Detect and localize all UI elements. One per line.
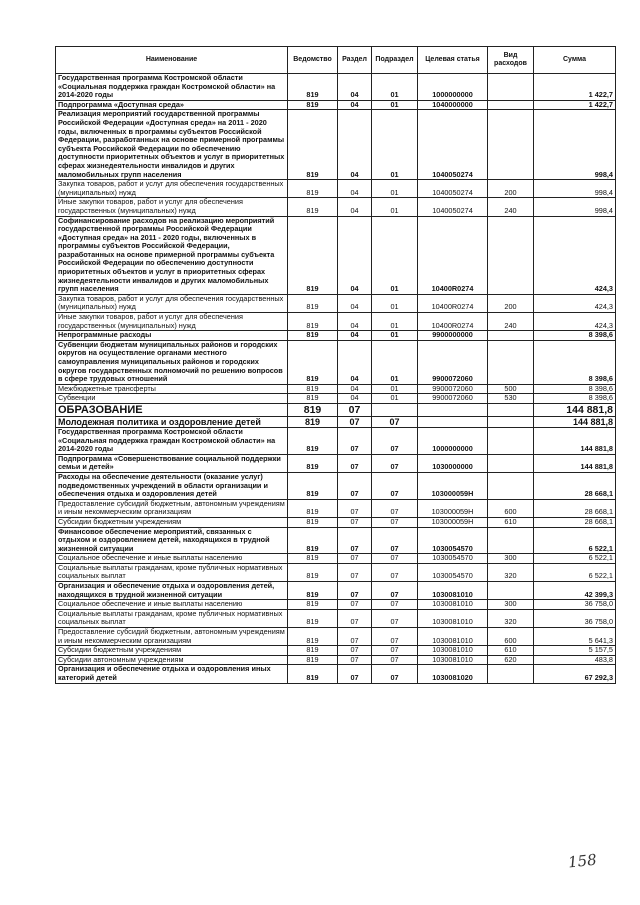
table-row bbox=[56, 384, 616, 394]
cell-expense-type bbox=[488, 74, 534, 101]
cell-expense-type bbox=[488, 454, 534, 472]
cell-name: Субсидии бюджетным учреждениям bbox=[56, 517, 288, 527]
header-sum: Сумма bbox=[534, 47, 616, 74]
cell-department: 819 bbox=[288, 216, 338, 294]
cell-subsection: 01 bbox=[372, 198, 418, 216]
cell-sum: 483,8 bbox=[534, 655, 616, 665]
cell-expense-type: 610 bbox=[488, 646, 534, 656]
table-row bbox=[56, 655, 616, 665]
cell-sum: 424,3 bbox=[534, 294, 616, 312]
cell-expense-type bbox=[488, 340, 534, 384]
cell-section: 07 bbox=[338, 582, 372, 600]
table-row bbox=[56, 180, 616, 198]
cell-name: Расходы на обеспечение деятельности (оказание услуг) подведомственных учреждений в области организации и обеспечения отдыха и оздоровления детей bbox=[56, 472, 288, 499]
cell-subsection: 01 bbox=[372, 180, 418, 198]
cell-subsection: 07 bbox=[372, 527, 418, 554]
cell-subsection bbox=[372, 403, 418, 416]
cell-section: 07 bbox=[338, 554, 372, 564]
cell-sum: 8 398,6 bbox=[534, 340, 616, 384]
table-row bbox=[56, 582, 616, 600]
cell-subsection: 07 bbox=[372, 665, 418, 683]
cell-section: 07 bbox=[338, 454, 372, 472]
cell-section: 04 bbox=[338, 180, 372, 198]
cell-name: ОБРАЗОВАНИЕ bbox=[56, 403, 288, 416]
cell-section: 04 bbox=[338, 216, 372, 294]
cell-name: Финансовое обеспечение мероприятий, связанных с отдыхом и оздоровлением детей, находящихся в трудной жизненной ситуации bbox=[56, 527, 288, 554]
cell-name: Предоставление субсидий бюджетным, автономным учреждениям и иным некоммерческим организациям bbox=[56, 628, 288, 646]
cell-sum: 144 881,8 bbox=[534, 403, 616, 416]
cell-department: 819 bbox=[288, 554, 338, 564]
cell-department: 819 bbox=[288, 454, 338, 472]
cell-department: 819 bbox=[288, 646, 338, 656]
cell-department: 819 bbox=[288, 655, 338, 665]
cell-sum: 998,4 bbox=[534, 198, 616, 216]
table-row bbox=[56, 294, 616, 312]
table-row bbox=[56, 527, 616, 554]
cell-subsection: 07 bbox=[372, 628, 418, 646]
cell-subsection: 07 bbox=[372, 582, 418, 600]
table-row bbox=[56, 472, 616, 499]
header-target: Целевая статья bbox=[418, 47, 488, 74]
cell-sum: 5 157,5 bbox=[534, 646, 616, 656]
table-row bbox=[56, 331, 616, 341]
cell-subsection: 07 bbox=[372, 416, 418, 427]
cell-subsection: 07 bbox=[372, 472, 418, 499]
cell-section: 07 bbox=[338, 665, 372, 683]
cell-target: 1040000000 bbox=[418, 100, 488, 110]
cell-target: 1030081010 bbox=[418, 628, 488, 646]
cell-department: 819 bbox=[288, 198, 338, 216]
cell-expense-type bbox=[488, 582, 534, 600]
cell-name: Субсидии автономным учреждениям bbox=[56, 655, 288, 665]
cell-department: 819 bbox=[288, 563, 338, 581]
cell-expense-type: 200 bbox=[488, 294, 534, 312]
cell-name: Закупка товаров, работ и услуг для обеспечения государственных (муниципальных) нужд bbox=[56, 294, 288, 312]
cell-sum: 144 881,8 bbox=[534, 416, 616, 427]
cell-sum: 36 758,0 bbox=[534, 600, 616, 610]
cell-expense-type: 500 bbox=[488, 384, 534, 394]
cell-section: 04 bbox=[338, 110, 372, 180]
cell-sum: 28 668,1 bbox=[534, 499, 616, 517]
cell-target: 1030054570 bbox=[418, 527, 488, 554]
cell-department: 819 bbox=[288, 110, 338, 180]
cell-subsection: 07 bbox=[372, 499, 418, 517]
cell-department: 819 bbox=[288, 427, 338, 454]
cell-department: 819 bbox=[288, 180, 338, 198]
cell-subsection: 01 bbox=[372, 216, 418, 294]
cell-name: Организация и обеспечение отдыха и оздоровления иных категорий детей bbox=[56, 665, 288, 683]
cell-name: Предоставление субсидий бюджетным, автономным учреждениям и иным некоммерческим организациям bbox=[56, 499, 288, 517]
cell-expense-type: 300 bbox=[488, 600, 534, 610]
table-row bbox=[56, 454, 616, 472]
table-row bbox=[56, 665, 616, 683]
cell-sum: 5 641,3 bbox=[534, 628, 616, 646]
cell-sum: 8 398,6 bbox=[534, 331, 616, 341]
cell-name: Социальное обеспечение и иные выплаты населению bbox=[56, 600, 288, 610]
cell-expense-type: 240 bbox=[488, 313, 534, 331]
cell-department: 819 bbox=[288, 609, 338, 627]
cell-subsection: 01 bbox=[372, 110, 418, 180]
table-row bbox=[56, 340, 616, 384]
cell-target: 9900072060 bbox=[418, 340, 488, 384]
cell-section: 04 bbox=[338, 384, 372, 394]
cell-expense-type bbox=[488, 665, 534, 683]
cell-subsection: 07 bbox=[372, 554, 418, 564]
cell-expense-type: 610 bbox=[488, 517, 534, 527]
cell-expense-type: 300 bbox=[488, 554, 534, 564]
cell-expense-type bbox=[488, 427, 534, 454]
cell-subsection: 07 bbox=[372, 563, 418, 581]
cell-section: 07 bbox=[338, 563, 372, 581]
cell-name: Подпрограмма «Доступная среда» bbox=[56, 100, 288, 110]
cell-target: 103000059Н bbox=[418, 499, 488, 517]
table-row bbox=[56, 517, 616, 527]
cell-subsection: 01 bbox=[372, 340, 418, 384]
cell-sum: 6 522,1 bbox=[534, 563, 616, 581]
cell-section: 07 bbox=[338, 609, 372, 627]
cell-subsection: 07 bbox=[372, 600, 418, 610]
cell-section: 04 bbox=[338, 100, 372, 110]
cell-section: 04 bbox=[338, 198, 372, 216]
cell-expense-type bbox=[488, 472, 534, 499]
table-row bbox=[56, 554, 616, 564]
cell-department: 819 bbox=[288, 313, 338, 331]
cell-department: 819 bbox=[288, 600, 338, 610]
cell-expense-type: 240 bbox=[488, 198, 534, 216]
cell-expense-type bbox=[488, 100, 534, 110]
header-department: Ведомство bbox=[288, 47, 338, 74]
cell-section: 07 bbox=[338, 472, 372, 499]
cell-section: 07 bbox=[338, 646, 372, 656]
cell-department: 819 bbox=[288, 472, 338, 499]
cell-name: Субсидии бюджетным учреждениям bbox=[56, 646, 288, 656]
cell-sum: 1 422,7 bbox=[534, 74, 616, 101]
table-row bbox=[56, 563, 616, 581]
cell-department: 819 bbox=[288, 403, 338, 416]
cell-target: 1030081010 bbox=[418, 582, 488, 600]
cell-subsection: 01 bbox=[372, 394, 418, 404]
cell-subsection: 07 bbox=[372, 427, 418, 454]
cell-target: 1030081020 bbox=[418, 665, 488, 683]
cell-name: Субвенции bbox=[56, 394, 288, 404]
cell-target: 1040050274 bbox=[418, 180, 488, 198]
cell-section: 04 bbox=[338, 394, 372, 404]
cell-name: Субвенции бюджетам муниципальных районов и городских округов на осуществление органами местного самоуправления муниципальных районов и городских округов государственных полномочий по решению вопросов в сфере трудовых отношений bbox=[56, 340, 288, 384]
cell-target: 10400R0274 bbox=[418, 216, 488, 294]
cell-department: 819 bbox=[288, 294, 338, 312]
budget-table bbox=[55, 46, 616, 684]
cell-target: 9900072060 bbox=[418, 394, 488, 404]
cell-section: 04 bbox=[338, 340, 372, 384]
cell-section: 07 bbox=[338, 499, 372, 517]
cell-sum: 28 668,1 bbox=[534, 517, 616, 527]
cell-target: 103000059Н bbox=[418, 517, 488, 527]
cell-sum: 36 758,0 bbox=[534, 609, 616, 627]
table-body bbox=[56, 74, 616, 684]
cell-target: 10400R0274 bbox=[418, 313, 488, 331]
cell-subsection: 07 bbox=[372, 646, 418, 656]
cell-expense-type: 620 bbox=[488, 655, 534, 665]
cell-subsection: 01 bbox=[372, 294, 418, 312]
cell-sum: 144 881,8 bbox=[534, 427, 616, 454]
cell-expense-type: 530 bbox=[488, 394, 534, 404]
cell-sum: 28 668,1 bbox=[534, 472, 616, 499]
cell-subsection: 07 bbox=[372, 454, 418, 472]
table-row bbox=[56, 499, 616, 517]
cell-expense-type: 200 bbox=[488, 180, 534, 198]
cell-name: Социальные выплаты гражданам, кроме публичных нормативных социальных выплат bbox=[56, 563, 288, 581]
cell-sum: 998,4 bbox=[534, 180, 616, 198]
cell-section: 07 bbox=[338, 416, 372, 427]
cell-sum: 6 522,1 bbox=[534, 554, 616, 564]
header-expense-type: Вид расходов bbox=[488, 47, 534, 74]
cell-expense-type bbox=[488, 331, 534, 341]
cell-target: 1040050274 bbox=[418, 198, 488, 216]
cell-section: 07 bbox=[338, 655, 372, 665]
cell-subsection: 07 bbox=[372, 609, 418, 627]
cell-sum: 6 522,1 bbox=[534, 527, 616, 554]
cell-target: 1030081010 bbox=[418, 600, 488, 610]
table-row bbox=[56, 427, 616, 454]
cell-target: 1030000000 bbox=[418, 454, 488, 472]
cell-section: 07 bbox=[338, 527, 372, 554]
cell-name: Непрограммные расходы bbox=[56, 331, 288, 341]
cell-target: 1030081010 bbox=[418, 609, 488, 627]
cell-expense-type bbox=[488, 527, 534, 554]
table-header-row bbox=[56, 47, 616, 74]
cell-name: Государственная программа Костромской области «Социальная поддержка граждан Костромской области» на 2014-2020 годы bbox=[56, 74, 288, 101]
cell-subsection: 01 bbox=[372, 384, 418, 394]
cell-department: 819 bbox=[288, 527, 338, 554]
table-row bbox=[56, 74, 616, 101]
cell-department: 819 bbox=[288, 384, 338, 394]
table-row bbox=[56, 416, 616, 427]
cell-target: 103000059Н bbox=[418, 472, 488, 499]
cell-sum: 1 422,7 bbox=[534, 100, 616, 110]
cell-target: 1000000000 bbox=[418, 427, 488, 454]
cell-section: 04 bbox=[338, 313, 372, 331]
cell-expense-type bbox=[488, 216, 534, 294]
cell-department: 819 bbox=[288, 416, 338, 427]
cell-department: 819 bbox=[288, 499, 338, 517]
table-row bbox=[56, 198, 616, 216]
cell-name: Реализация мероприятий государственной программы Российской Федерации «Доступная среда» на 2011 - 2020 годы, включенных в программы субъектов Российской Федерации, разработанных на основе примерной программы субъекта Российской Федерации по обеспечению доступности приоритетных объектов и услуг в приоритетных сферах жизнедеятельности инвалидов и других маломобильных групп населения bbox=[56, 110, 288, 180]
cell-subsection: 01 bbox=[372, 74, 418, 101]
cell-name: Иные закупки товаров, работ и услуг для обеспечения государственных (муниципальных) нужд bbox=[56, 198, 288, 216]
table-row bbox=[56, 110, 616, 180]
cell-department: 819 bbox=[288, 100, 338, 110]
cell-target: 10400R0274 bbox=[418, 294, 488, 312]
table-row bbox=[56, 403, 616, 416]
cell-name: Организация и обеспечение отдыха и оздоровления детей, находящихся в трудной жизненной ситуации bbox=[56, 582, 288, 600]
cell-expense-type bbox=[488, 403, 534, 416]
cell-section: 07 bbox=[338, 427, 372, 454]
cell-section: 07 bbox=[338, 403, 372, 416]
cell-name: Иные закупки товаров, работ и услуг для обеспечения государственных (муниципальных) нужд bbox=[56, 313, 288, 331]
table-row bbox=[56, 609, 616, 627]
cell-department: 819 bbox=[288, 331, 338, 341]
cell-expense-type bbox=[488, 416, 534, 427]
cell-section: 07 bbox=[338, 628, 372, 646]
cell-sum: 424,3 bbox=[534, 216, 616, 294]
table-row bbox=[56, 394, 616, 404]
cell-department: 819 bbox=[288, 74, 338, 101]
cell-department: 819 bbox=[288, 340, 338, 384]
table-row bbox=[56, 313, 616, 331]
cell-subsection: 01 bbox=[372, 313, 418, 331]
cell-subsection: 07 bbox=[372, 655, 418, 665]
table-row bbox=[56, 646, 616, 656]
cell-name: Закупка товаров, работ и услуг для обеспечения государственных (муниципальных) нужд bbox=[56, 180, 288, 198]
cell-department: 819 bbox=[288, 582, 338, 600]
cell-target: 1030054570 bbox=[418, 554, 488, 564]
cell-section: 07 bbox=[338, 600, 372, 610]
cell-subsection: 01 bbox=[372, 331, 418, 341]
table-row bbox=[56, 600, 616, 610]
cell-target: 1040050274 bbox=[418, 110, 488, 180]
cell-section: 04 bbox=[338, 74, 372, 101]
cell-expense-type: 320 bbox=[488, 609, 534, 627]
cell-sum: 42 399,3 bbox=[534, 582, 616, 600]
cell-target: 1030081010 bbox=[418, 655, 488, 665]
table-row bbox=[56, 216, 616, 294]
cell-sum: 8 398,6 bbox=[534, 394, 616, 404]
cell-target: 1030054570 bbox=[418, 563, 488, 581]
cell-name: Государственная программа Костромской области «Социальная поддержка граждан Костромской области» на 2014-2020 годы bbox=[56, 427, 288, 454]
table-row bbox=[56, 628, 616, 646]
table-row bbox=[56, 100, 616, 110]
cell-expense-type: 600 bbox=[488, 499, 534, 517]
cell-name: Софинансирование расходов на реализацию мероприятий государственной программы Российской Федерации «Доступная среда» на 2011 - 2020 годы, включенных в программы субъектов Российской Федерации, разработанных на основе примерной программы субъекта Российской Федерации по обеспечению доступности приоритетных объектов и услуг в приоритетных сферах жизнедеятельности инвалидов и других маломобильных групп населения bbox=[56, 216, 288, 294]
cell-target bbox=[418, 403, 488, 416]
cell-sum: 998,4 bbox=[534, 110, 616, 180]
header-subsection: Подраздел bbox=[372, 47, 418, 74]
header-name: Наименование bbox=[56, 47, 288, 74]
cell-department: 819 bbox=[288, 628, 338, 646]
header-section: Раздел bbox=[338, 47, 372, 74]
cell-section: 04 bbox=[338, 331, 372, 341]
cell-sum: 424,3 bbox=[534, 313, 616, 331]
page-number: 158 bbox=[567, 850, 598, 872]
cell-sum: 144 881,8 bbox=[534, 454, 616, 472]
cell-department: 819 bbox=[288, 517, 338, 527]
cell-section: 04 bbox=[338, 294, 372, 312]
cell-target: 1030081010 bbox=[418, 646, 488, 656]
cell-target bbox=[418, 416, 488, 427]
cell-name: Социальное обеспечение и иные выплаты населению bbox=[56, 554, 288, 564]
cell-name: Межбюджетные трансферты bbox=[56, 384, 288, 394]
cell-department: 819 bbox=[288, 665, 338, 683]
cell-target: 1000000000 bbox=[418, 74, 488, 101]
cell-section: 07 bbox=[338, 517, 372, 527]
cell-name: Подпрограмма «Совершенствование социальной поддержки семьи и детей» bbox=[56, 454, 288, 472]
cell-expense-type: 600 bbox=[488, 628, 534, 646]
cell-name: Социальные выплаты гражданам, кроме публичных нормативных социальных выплат bbox=[56, 609, 288, 627]
cell-target: 9900072060 bbox=[418, 384, 488, 394]
cell-name: Молодежная политика и оздоровление детей bbox=[56, 416, 288, 427]
cell-department: 819 bbox=[288, 394, 338, 404]
cell-subsection: 01 bbox=[372, 100, 418, 110]
cell-sum: 8 398,6 bbox=[534, 384, 616, 394]
cell-sum: 67 292,3 bbox=[534, 665, 616, 683]
cell-expense-type: 320 bbox=[488, 563, 534, 581]
cell-expense-type bbox=[488, 110, 534, 180]
cell-subsection: 07 bbox=[372, 517, 418, 527]
document-page bbox=[55, 46, 615, 684]
cell-target: 9900000000 bbox=[418, 331, 488, 341]
